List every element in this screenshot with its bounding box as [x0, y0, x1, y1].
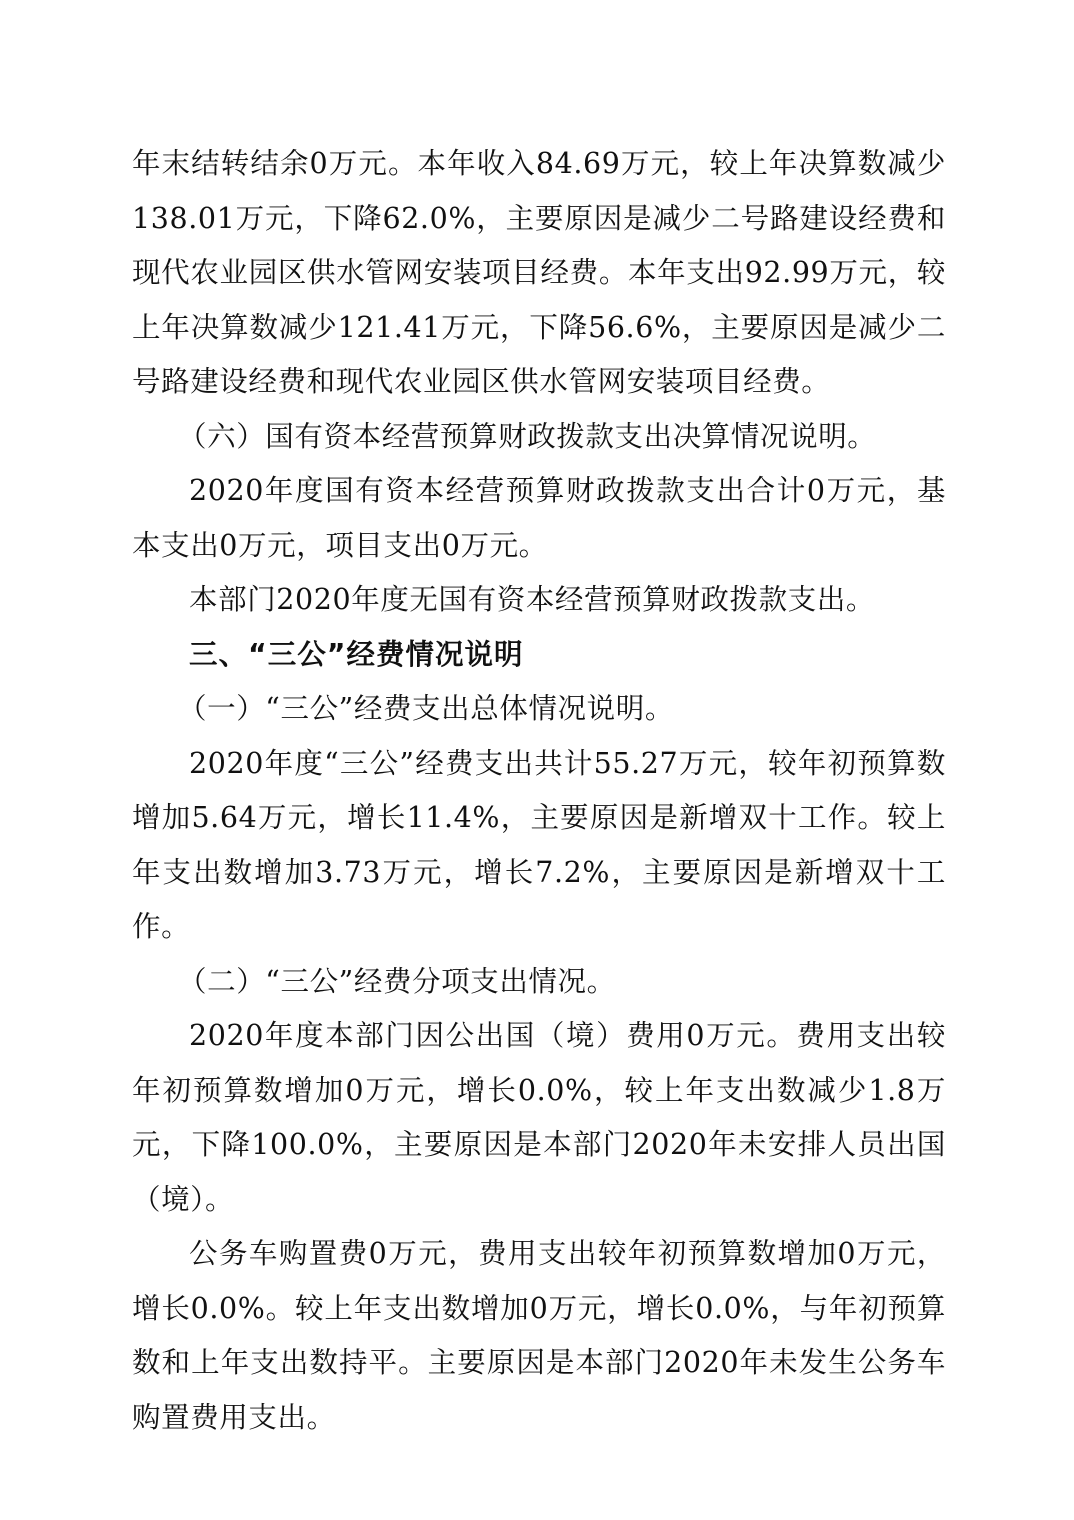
section-heading-state-capital-budget: （六）国有资本经营预算财政拨款支出决算情况说明。 [178, 419, 877, 453]
paragraph-vehicle-purchase: 公务车购置费0万元，费用支出较年初预算数增加0万元，增长0.0%。较上年支出数增加0万元，增长0.0%，与年初预算数和上年支出数持平。主要原因是本部门2020年未发生公务车购置费用支出。 [132, 1237, 946, 1434]
paragraph-three-public-total: 2020年度“三公”经费支出共计55.27万元，较年初预算数增加5.64万元，增长11.4%，主要原因是新增双十工作。较上年支出数增加3.73万元，增长7.2%，主要原因是新增双十工作。 [132, 746, 946, 943]
paragraph-overseas-travel: 2020年度本部门因公出国（境）费用0万元。费用支出较年初预算数增加0万元，增长0.0%，较上年支出数减少1.8万元，下降100.0%，主要原因是本部门2020年未安排人员出国（境）。 [132, 1019, 946, 1216]
paragraph-income-expenditure-summary: 年末结转结余0万元。本年收入84.69万元，较上年决算数减少138.01万元，下降62.0%，主要原因是减少二号路建设经费和现代农业园区供水管网安装项目经费。本年支出92.99万元，较上年决算数减少121.41万元，下降56.6%，主要原因是减少二号路建设经费和现代农业园区供水管网安装项目经费。 [132, 147, 946, 398]
section-heading-three-public-expenses: 三、“三公”经费情况说明 [189, 637, 524, 671]
subsection-heading-itemized: （二）“三公”经费分项支出情况。 [178, 964, 616, 998]
document-body [132, 137, 946, 1445]
paragraph-state-capital-none: 本部门2020年度无国有资本经营预算财政拨款支出。 [189, 583, 876, 616]
paragraph-state-capital-total: 2020年度国有资本经营预算财政拨款支出合计0万元，基本支出0万元，项目支出0万元。 [132, 474, 946, 562]
subsection-heading-overall: （一）“三公”经费支出总体情况说明。 [178, 692, 674, 725]
